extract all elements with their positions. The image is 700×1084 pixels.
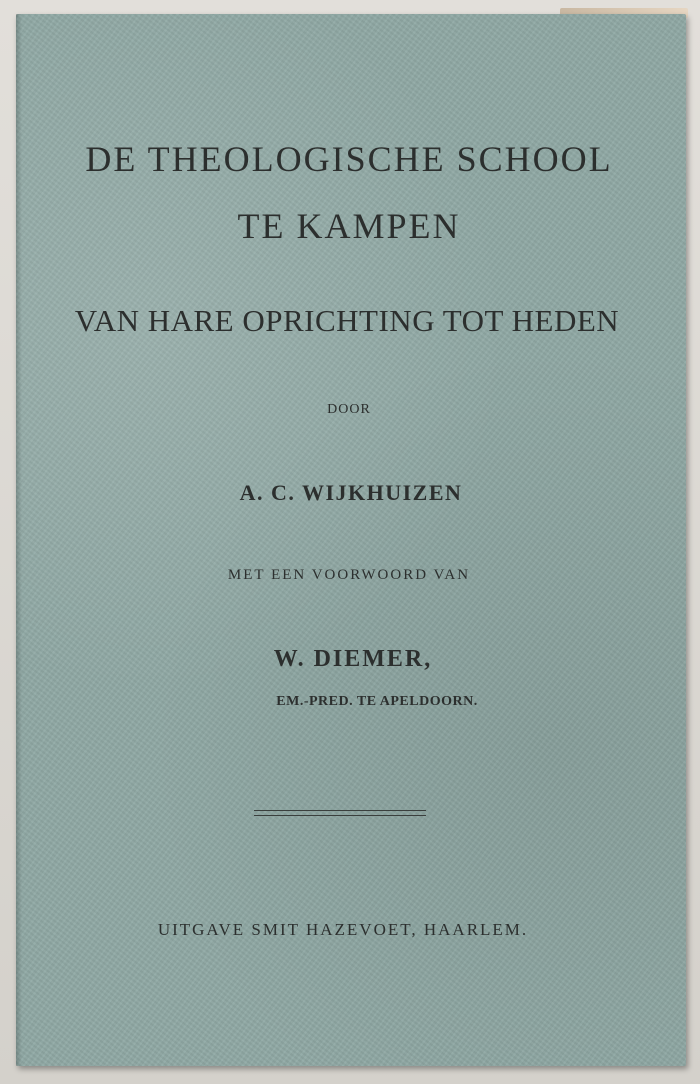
subtitle: VAN HARE OPRICHTING TOT HEDEN — [74, 303, 620, 338]
foreword-author-title: EM.-PRED. TE APELDOORN. — [276, 694, 478, 709]
by-label: DOOR — [327, 402, 371, 417]
publisher-line: UITGAVE SMIT HAZEVOET, HAARLEM. — [157, 920, 529, 939]
divider-rule-top — [254, 810, 426, 811]
foreword-author: W. DIEMER, — [273, 646, 433, 672]
title-line-1: DE THEOLOGISCHE SCHOOL — [85, 139, 613, 179]
author-name: A. C. WIJKHUIZEN — [239, 480, 463, 505]
foreword-label: MET EEN VOORWOORD VAN — [227, 567, 471, 583]
title-line-2: TE KAMPEN — [237, 206, 461, 246]
divider-rule-bottom — [254, 815, 426, 816]
